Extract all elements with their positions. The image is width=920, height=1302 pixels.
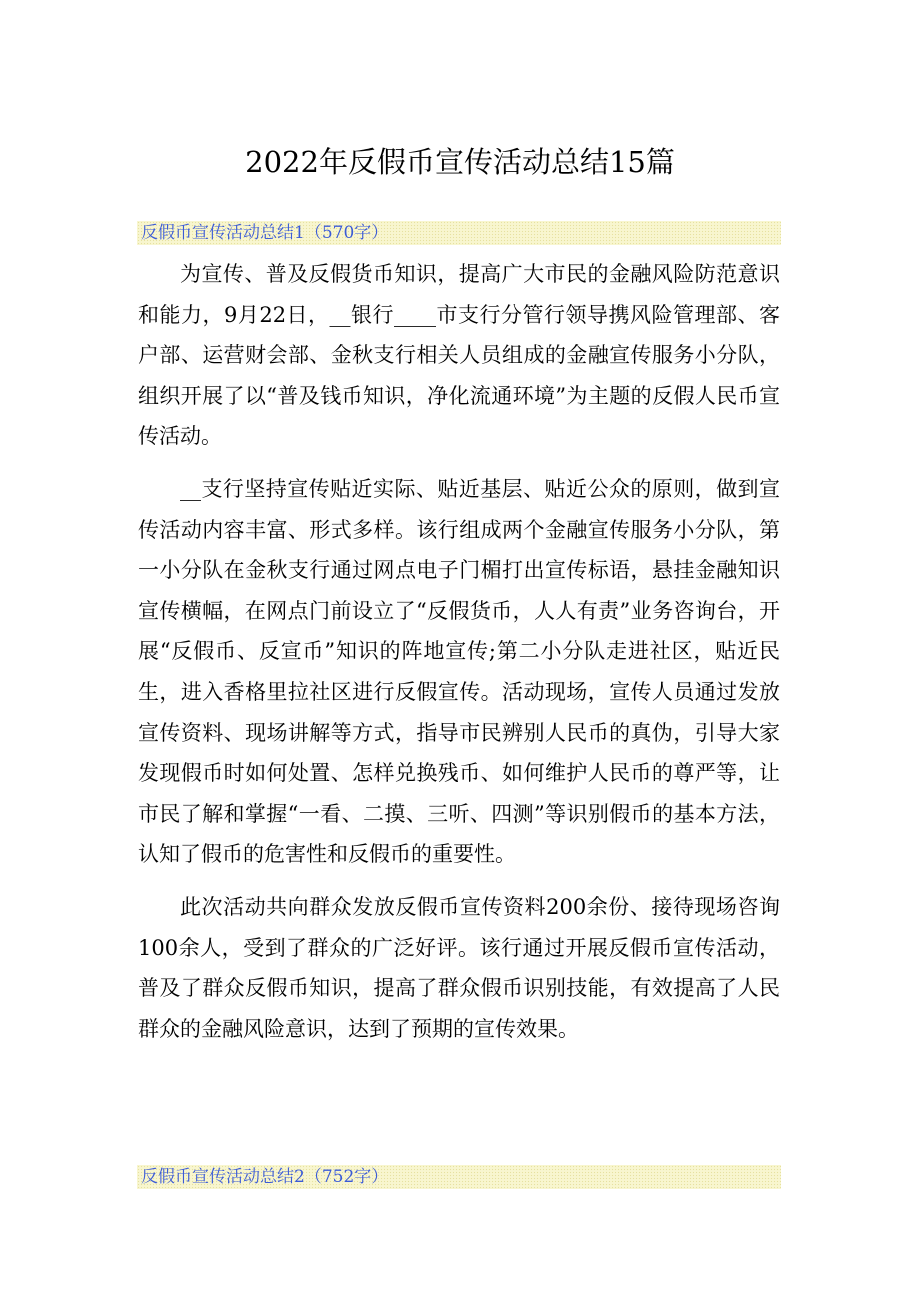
paragraph: 为宣传、普及反假货币知识，提高广大市民的金融风险防范意识和能力，9月22日，__银行____市支行分管行领导携风险管理部、客户部、运营财会部、金秋支行相关人员组成的金融宣传服务小分队，组织开展了以“普及钱币知识，净化流通环境”为主题的反假人民币宣传活动。 bbox=[138, 262, 780, 449]
section-heading-2[interactable]: 反假币宣传活动总结2（752字） bbox=[137, 1165, 781, 1189]
paragraph: __支行坚持宣传贴近实际、贴近基层、贴近公众的原则，做到宣传活动内容丰富、形式多样。该行组成两个金融宣传服务小分队，第一小分队在金秋支行通过网点电子门楣打出宣传标语，悬挂金融知识宣传横幅，在网点门前设立了“反假货币，人人有责”业务咨询台，开展“反假币、反宣币”知识的阵地宣传;第二小分队走进社区，贴近民生，进入香格里拉社区进行反假宣传。活动现场，宣传人员通过发放宣传资料、现场讲解等方式，指导市民辨别人民币的真伪，引导大家发现假币时如何处置、怎样兑换残币、如何维护人民币的尊严等，让市民了解和掌握“一看、二摸、三听、四测”等识别假币的基本方法，认知了假币的危害性和反假币的重要性。 bbox=[138, 476, 780, 867]
paragraph-gap bbox=[138, 875, 780, 887]
section-heading-1[interactable]: 反假币宣传活动总结1（570字） bbox=[137, 221, 781, 245]
section-1-body bbox=[138, 254, 780, 1049]
document-title: 2022年反假币宣传活动总结15篇 bbox=[245, 145, 675, 179]
paragraph-gap bbox=[138, 457, 780, 469]
paragraph: 此次活动共向群众发放反假币宣传资料200余份、接待现场咨询100余人，受到了群众的广泛好评。该行通过开展反假币宣传活动，普及了群众反假币知识，提高了群众假币识别技能，有效提高了人民群众的金融风险意识，达到了预期的宣传效果。 bbox=[138, 894, 780, 1041]
